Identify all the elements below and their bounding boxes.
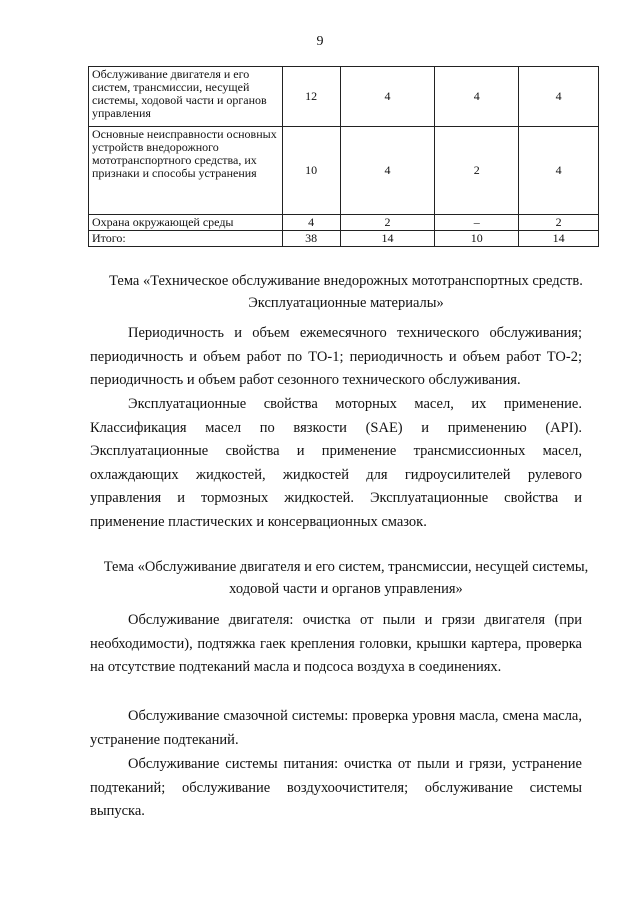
paragraph: Эксплуатационные свойства моторных масел, их применение. Классификация масел по вязкости (SAE) и применению (API). Эксплуатационные свойства и применение трансмиссионных масел, охлаждающих жидкостей, жидкостей для гидроусилителей рулевого управления и тормозных жидкостей. Эксплуатационные свойства и применение пластических и консервационных смазок. <box>90 396 582 530</box>
table-cell-total: 12 <box>282 67 340 127</box>
curriculum-table <box>88 66 599 247</box>
table-cell-hours: 2 <box>519 215 599 231</box>
table-cell-hours: 4 <box>435 67 519 127</box>
table-cell-hours: 14 <box>340 231 435 247</box>
table-cell-hours: 2 <box>435 127 519 215</box>
table-cell-hours: 14 <box>519 231 599 247</box>
table-cell-topic: Охрана окружающей среды <box>89 215 283 231</box>
table-cell-topic: Итого: <box>89 231 283 247</box>
table-cell-hours: 4 <box>519 67 599 127</box>
table-row <box>89 215 599 231</box>
table-row <box>89 67 599 127</box>
table-cell-total: 4 <box>282 215 340 231</box>
paragraph: Обслуживание двигателя: очистка от пыли и грязи двигателя (при необходимости), подтяжка гаек крепления головки, крышки картера, проверка на отсутствие подтеканий масла и подсоса воздуха в соединениях. <box>90 612 582 676</box>
section-heading: Тема «Техническое обслуживание внедорожных мототранспортных средств. Эксплуатационные материалы» <box>109 273 583 311</box>
table-cell-topic: Основные неисправности основных устройств внедорожного мототранспортного средства, их признаки и способы устранения <box>89 127 283 215</box>
table-cell-hours: 10 <box>435 231 519 247</box>
section-heading: Тема «Обслуживание двигателя и его систем, трансмиссии, несущей системы, ходовой части и органов управления» <box>103 559 589 597</box>
table-row-total <box>89 231 599 247</box>
table-cell-hours: 4 <box>340 127 435 215</box>
table-cell-hours: 4 <box>519 127 599 215</box>
page-number: 9 <box>316 34 324 49</box>
table-cell-topic: Обслуживание двигателя и его систем, трансмиссии, несущей системы, ходовой части и органов управления <box>89 67 283 127</box>
paragraph: Периодичность и объем ежемесячного технического обслуживания; периодичность и объем работ по ТО-1; периодичность и объем работ ТО-2; периодичность и объем работ сезонного технического обслуживания. <box>90 325 582 389</box>
table-cell-total: 10 <box>282 127 340 215</box>
paragraph: Обслуживание системы питания: очистка от пыли и грязи, устранение подтеканий; обслуживание воздухоочистителя; обслуживание системы выпуска. <box>90 756 582 820</box>
table-cell-hours: – <box>435 215 519 231</box>
paragraph: Обслуживание смазочной системы: проверка уровня масла, смена масла, устранение подтеканий. <box>90 708 582 748</box>
table-cell-total: 38 <box>282 231 340 247</box>
table-cell-hours: 2 <box>340 215 435 231</box>
table-cell-hours: 4 <box>340 67 435 127</box>
table-row <box>89 127 599 215</box>
